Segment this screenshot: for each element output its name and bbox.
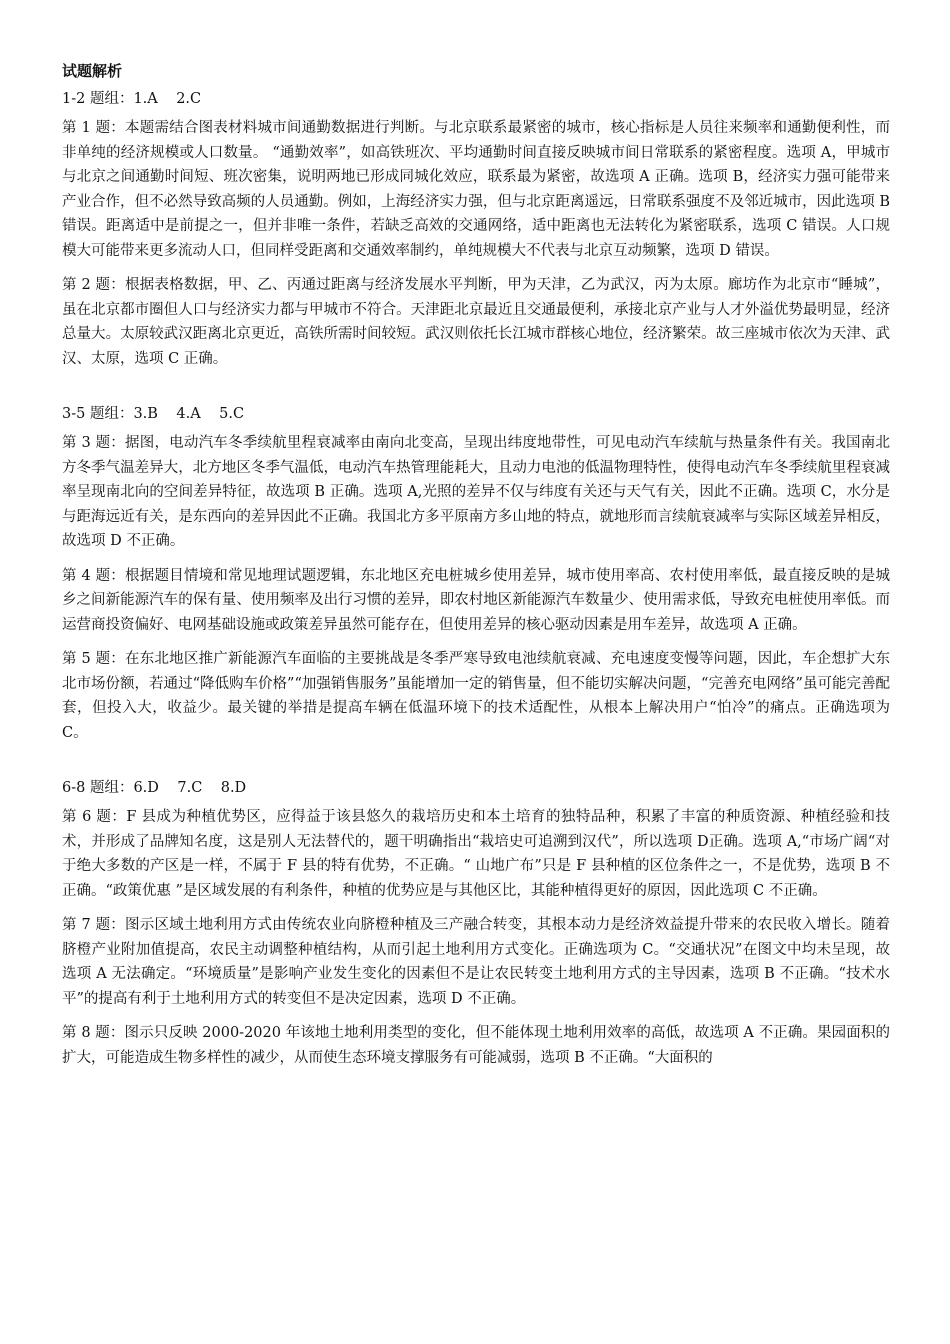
- explanation-q3: 第 3 题：据图，电动汽车冬季续航里程衰减率由南向北变高，呈现出纬度地带性，可见电动汽车续航与热量条件有关。我国南北方冬季气温差异大，北方地区冬季气温低，电动汽车热管理能耗大，且动力电池的低温物理特性，使得电动汽车冬季续航里程衰减率呈现南北向的空间差异特征，故选项 B 正确。选项 A,光照的差异不仅与纬度有关还与天气有关，因此不正确。选项 C，水分是与距海远近有关，是东西向的差异因此不正确。我国北方多平原南方多山地的特点，就地形而言续航衰减率与实际区域差异相反，故选项 D 不正确。: [62, 435, 890, 549]
- question-group-3-5: [62, 403, 890, 745]
- group-header: 6-8 题组：6.D 7.C 8.D: [62, 780, 247, 796]
- question-group-6-8: [62, 777, 890, 1070]
- group-header: 1-2 题组：1.A 2.C: [62, 91, 202, 107]
- explanation-q2: 第 2 题：根据表格数据，甲、乙、丙通过距离与经济发展水平判断，甲为天津，乙为武汉，丙为太原。廊坊作为北京市“睡城”，虽在北京都市圈但人口与经济实力都与甲城市不符合。天津距北京最近且交通最便利，承接北京产业与人才外溢优势最明显，经济总量大。太原较武汉距离北京更近，高铁所需时间较短。武汉则依托长江城市群核心地位，经济繁荣。故三座城市依次为天津、武汉、太原，选项 C 正确。: [62, 277, 890, 367]
- explanation-q7: 第 7 题：图示区域土地利用方式由传统农业向脐橙种植及三产融合转变，其根本动力是经济效益提升带来的农民收入增长。随着脐橙产业附加值提高，农民主动调整种植结构，从而引起土地利用方式变化。正确选项为 C。“交通状况”在图文中均未呈现，故选项 A 无法确定。“环境质量”是影响产业发生变化的因素但不是让农民转变土地利用方式的主导因素，选项 B 不正确。“技术水平”的提高有利于土地利用方式的转变但不是决定因素，选项 D 不正确。: [62, 917, 890, 1007]
- explanation-q5: 第 5 题：在东北地区推广新能源汽车面临的主要挑战是冬季严寒导致电池续航衰减、充电速度变慢等问题，因此，车企想扩大东北市场份额，若通过“降低购车价格”“加强销售服务”虽能增加一定的销售量，但不能切实解决问题，“完善充电网络”虽可能完善配套，但投入大，收益少。最关键的举措是提高车辆在低温环境下的技术适配性，从根本上解决用户“怕冷”的痛点。正确选项为 C。: [62, 651, 890, 741]
- group-header: 3-5 题组：3.B 4.A 5.C: [62, 406, 245, 422]
- explanation-q8: 第 8 题：图示只反映 2000-2020 年该地土地利用类型的变化，但不能体现土地利用效率的高低，故选项 A 不正确。果园面积的扩大，可能造成生物多样性的减少，从而使生态环境支撑服务有可能减弱，选项 B 不正确。“大面积的: [62, 1025, 890, 1066]
- explanation-q6: 第 6 题：F 县成为种植优势区，应得益于该县悠久的栽培历史和本土培育的独特品种，积累了丰富的种质资源、种植经验和技术，并形成了品牌知名度，这是别人无法替代的，题干明确指出“栽培史可追溯到汉代”，所以选项 D正确。选项 A,“市场广阔“对于绝大多数的产区是一样，不属于 F 县的特有优势，不正确。“ 山地广布”只是 F 县种植的区位条件之一，不是优势，选项 B 不正确。“政策优惠 ”是区域发展的有利条件，种植的优势应是与其他区比，其能种植得更好的原因，因此选项 C 不正确。: [62, 809, 890, 899]
- spacer: [62, 755, 890, 777]
- explanation-q1: 第 1 题：本题需结合图表材料城市间通勤数据进行判断。与北京联系最紧密的城市，核心指标是人员往来频率和通勤便利性，而非单纯的经济规模或人口数量。 “通勤效率”，如高铁班次、平均通勤时间直接反映城市间日常联系的紧密程度。选项 A，甲城市与北京之间通勤时间短、班次密集，说明两地已形成同城化效应，联系最为紧密，故选项 A 正确。选项 B，经济实力强可能带来产业合作，但不必然导致高频的人员通勤。例如，上海经济实力强，但与北京距离遥远，日常联系强度不及邻近城市，因此选项 B 错误。距离适中是前提之一，但并非唯一条件，若缺乏高效的交通网络，适中距离也无法转化为紧密联系，选项 C 错误。人口规模大可能带来更多流动人口，但同样受距离和交通效率制约，单纯规模大不代表与北京互动频繁，选项 D 错误。: [62, 120, 890, 259]
- question-group-1-2: [62, 88, 890, 371]
- spacer: [62, 381, 890, 403]
- explanation-q4: 第 4 题：根据题目情境和常见地理试题逻辑，东北地区充电桩城乡使用差异，城市使用率高、农村使用率低，最直接反映的是城乡之间新能源汽车的保有量、使用频率及出行习惯的差异，即农村地区新能源汽车数量少、使用需求低，导致充电桩使用率低。而运营商投资偏好、电网基础设施或政策差异虽然可能存在，但使用差异的核心驱动因素是用车差异，故选项 A 正确。: [62, 567, 890, 633]
- page-title: 试题解析: [62, 62, 123, 80]
